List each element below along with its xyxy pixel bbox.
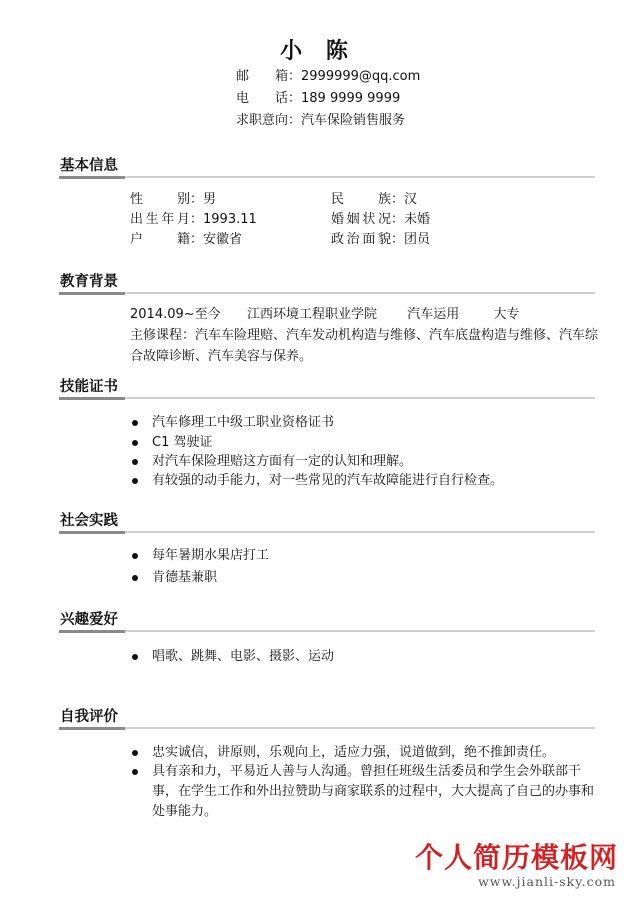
bullet-dot: [132, 553, 138, 559]
list-item: 每年暑期水果店打工: [130, 547, 600, 564]
watermark-title: 个人简历模板网: [414, 841, 618, 874]
bullet-dot: [132, 769, 138, 775]
section-title-education: 教育背景: [60, 274, 118, 290]
info-gender: [130, 191, 216, 208]
birth-label: 出生年月: [130, 212, 190, 227]
section-divider: [59, 176, 595, 178]
bullet-dot: [132, 459, 138, 465]
resume-name: 小 陈: [280, 39, 356, 64]
education-period: 2014.09~至今: [130, 307, 221, 322]
section-title-hobbies: 兴趣爱好: [60, 612, 118, 628]
section-divider: [59, 292, 595, 294]
info-marital: [331, 211, 430, 228]
info-political: [331, 231, 430, 248]
info-ethnicity: [331, 191, 417, 208]
intent-label: 求职意向: [236, 113, 289, 128]
bullet-dot: [132, 440, 138, 446]
hukou-value: ：安徽省: [190, 232, 243, 247]
phone-value: ：189 9999 9999: [288, 91, 401, 106]
info-birth: [130, 211, 257, 228]
list-item: 对汽车保险理赔这方面有一定的认知和理解。: [130, 453, 600, 470]
email-label: 邮箱: [236, 69, 288, 84]
bullet-dot: [132, 654, 138, 660]
section-title-skills: 技能证书: [60, 379, 118, 395]
intent-value: ：汽车保险销售服务: [288, 113, 406, 128]
section-title-self-evaluation: 自我评价: [60, 709, 118, 725]
bullet-dot: [132, 750, 138, 756]
section-title-basic-info: 基本信息: [60, 158, 118, 174]
education-row: [130, 306, 520, 323]
political-label: 政治面貌: [331, 232, 391, 247]
list-item: 忠实诚信，讲原则，乐观向上，适应力强，说道做到，绝不推卸责任。: [130, 744, 600, 761]
contact-phone: [236, 90, 400, 107]
birth-value: ：1993.11: [190, 212, 257, 227]
section-divider: [59, 531, 595, 533]
bullet-dot: [132, 420, 138, 426]
gender-label: 性别: [130, 192, 190, 207]
marital-label: 婚姻状况: [331, 212, 391, 227]
list-item: 唱歌、跳舞、电影、摄影、运动: [130, 648, 600, 665]
list-item: 肯德基兼职: [130, 569, 600, 586]
list-item: 有较强的动手能力，对一些常见的汽车故障能进行自行检查。: [130, 472, 600, 489]
bullet-dot: [132, 478, 138, 484]
political-value: ：团员: [391, 232, 431, 247]
education-school: 江西环境工程职业学院: [246, 307, 377, 322]
list-item: 具有亲和力，平易近人善与人沟通。曾担任班级生活委员和学生会外联部干事，在学生工作和外出拉赞助与商家联系的过程中，大大提高了自己的办事和处事能力。: [130, 762, 600, 822]
education-major: 汽车运用: [407, 307, 460, 322]
education-degree: 大专: [493, 307, 520, 322]
ethnicity-label: 民族: [331, 192, 391, 207]
marital-value: ：未婚: [391, 212, 431, 227]
phone-label: 电话: [236, 91, 288, 106]
education-courses: 主修课程：汽车车险理赔、汽车发动机构造与维修、汽车底盘构造与维修、汽车综合故障诊断、汽车美容与保养。: [130, 328, 599, 364]
info-hukou: [130, 231, 242, 248]
email-value: ：2999999@qq.com: [288, 69, 421, 84]
list-item: C1 驾驶证: [130, 434, 600, 451]
watermark-url: www.jianli-sky.com: [478, 874, 616, 889]
contact-intent: [236, 112, 405, 129]
contact-email: [236, 68, 420, 85]
gender-value: ：男: [190, 192, 217, 207]
section-divider: [59, 630, 595, 632]
list-item: 汽车修理工中级工职业资格证书: [130, 414, 600, 431]
hukou-label: 户籍: [130, 232, 190, 247]
ethnicity-value: ：汉: [391, 192, 418, 207]
section-title-practice: 社会实践: [60, 513, 118, 529]
section-divider: [59, 397, 595, 399]
section-divider: [59, 727, 595, 729]
bullet-dot: [132, 575, 138, 581]
